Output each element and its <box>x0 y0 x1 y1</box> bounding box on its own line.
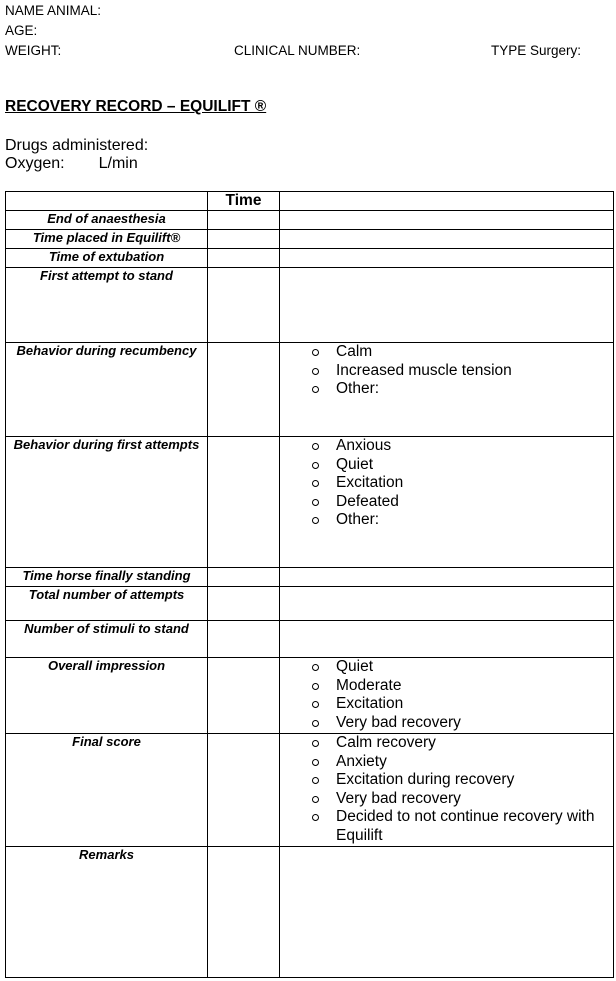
row-label: Behavior during first attempts <box>6 437 208 568</box>
type-surgery-label: TYPE Surgery: <box>491 43 582 58</box>
row-label: End of anaesthesia <box>6 211 208 230</box>
time-cell[interactable] <box>208 734 280 847</box>
option-item[interactable]: Very bad recovery <box>309 714 613 733</box>
option-item[interactable]: Calm recovery <box>309 734 613 753</box>
table-row <box>6 568 614 587</box>
table-row <box>6 437 614 568</box>
time-cell[interactable] <box>208 621 280 658</box>
notes-cell[interactable] <box>280 734 614 847</box>
table-row <box>6 658 614 734</box>
oxygen-label: Oxygen: <box>5 155 65 172</box>
row-label: Remarks <box>6 846 208 977</box>
option-item[interactable]: Anxious <box>309 437 613 456</box>
row-label: Number of stimuli to stand <box>6 621 208 658</box>
option-item[interactable]: Defeated <box>309 493 613 512</box>
oxygen-line <box>5 155 138 173</box>
table-row <box>6 211 614 230</box>
notes-cell[interactable] <box>280 568 614 587</box>
time-cell[interactable] <box>208 846 280 977</box>
time-cell[interactable] <box>208 437 280 568</box>
row-label: Time of extubation <box>6 249 208 268</box>
notes-cell[interactable] <box>280 343 614 437</box>
notes-cell[interactable] <box>280 437 614 568</box>
notes-cell[interactable] <box>280 230 614 249</box>
option-item[interactable]: Other: <box>309 380 613 399</box>
page-title: RECOVERY RECORD – EQUILIFT ® <box>5 98 267 115</box>
options-list <box>280 343 613 399</box>
row-label: First attempt to stand <box>6 268 208 343</box>
option-item[interactable]: Other: <box>309 511 613 530</box>
row-label: Time placed in Equilift® <box>6 230 208 249</box>
table-row <box>6 621 614 658</box>
notes-cell[interactable] <box>280 249 614 268</box>
row-label: Behavior during recumbency <box>6 343 208 437</box>
notes-cell[interactable] <box>280 268 614 343</box>
time-cell[interactable] <box>208 268 280 343</box>
option-item[interactable]: Excitation <box>309 474 613 493</box>
option-item[interactable]: Decided to not continue recovery with Equilift <box>309 808 613 845</box>
time-cell[interactable] <box>208 568 280 587</box>
header-blank-cell <box>6 192 208 211</box>
table-row <box>6 343 614 437</box>
drugs-administered-label: Drugs administered: <box>5 137 149 154</box>
age-label: AGE: <box>5 23 38 38</box>
option-item[interactable]: Increased muscle tension <box>309 362 613 381</box>
option-item[interactable]: Excitation during recovery <box>309 771 613 790</box>
option-item[interactable]: Quiet <box>309 658 613 677</box>
table-row <box>6 587 614 621</box>
row-label: Total number of attempts <box>6 587 208 621</box>
notes-cell[interactable] <box>280 846 614 977</box>
option-item[interactable]: Moderate <box>309 677 613 696</box>
table-row <box>6 230 614 249</box>
notes-cell[interactable] <box>280 658 614 734</box>
notes-cell[interactable] <box>280 621 614 658</box>
row-label: Final score <box>6 734 208 847</box>
table-row <box>6 846 614 977</box>
time-cell[interactable] <box>208 658 280 734</box>
notes-cell[interactable] <box>280 587 614 621</box>
weight-label: WEIGHT: <box>5 43 62 58</box>
table-row <box>6 734 614 847</box>
options-list <box>280 658 613 732</box>
option-item[interactable]: Anxiety <box>309 753 613 772</box>
time-cell[interactable] <box>208 343 280 437</box>
time-cell[interactable] <box>208 211 280 230</box>
option-item[interactable]: Excitation <box>309 695 613 714</box>
time-cell[interactable] <box>208 587 280 621</box>
row-label: Overall impression <box>6 658 208 734</box>
row-label: Time horse finally standing <box>6 568 208 587</box>
options-list <box>280 437 613 530</box>
options-list <box>280 734 613 846</box>
time-cell[interactable] <box>208 249 280 268</box>
header-blank-cell <box>280 192 614 211</box>
recovery-record-table <box>5 191 614 978</box>
table-row <box>6 249 614 268</box>
option-item[interactable]: Quiet <box>309 456 613 475</box>
table-row <box>6 268 614 343</box>
notes-cell[interactable] <box>280 211 614 230</box>
oxygen-unit: L/min <box>98 155 138 172</box>
time-cell[interactable] <box>208 230 280 249</box>
table-header-row <box>6 192 614 211</box>
option-item[interactable]: Calm <box>309 343 613 362</box>
option-item[interactable]: Very bad recovery <box>309 790 613 809</box>
clinical-number-label: CLINICAL NUMBER: <box>234 43 361 58</box>
time-column-header: Time <box>208 192 280 211</box>
name-animal-label: NAME ANIMAL: <box>5 3 102 18</box>
